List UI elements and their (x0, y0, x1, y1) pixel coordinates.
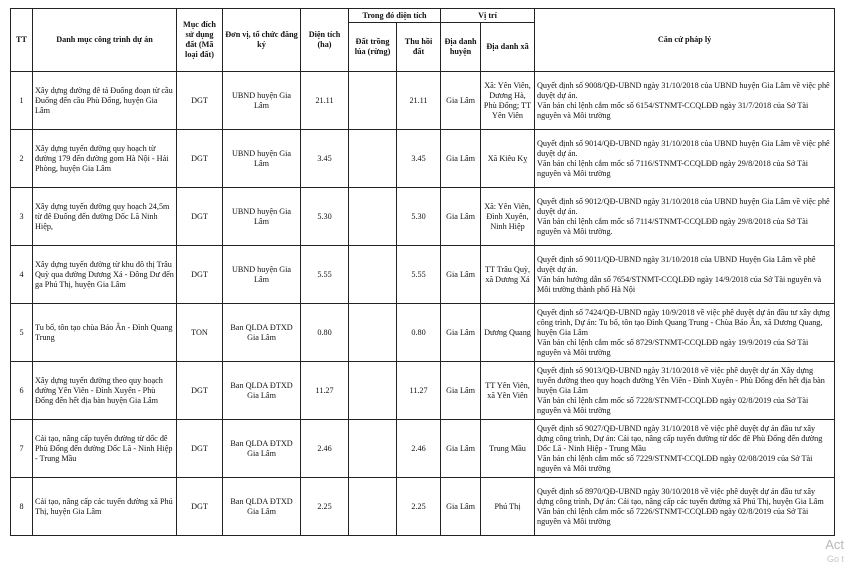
commune-name: TT Yên Viên, xã Yên Viên (481, 362, 535, 420)
recovered-land-value: 3.45 (397, 130, 441, 188)
recovered-land-value: 21.11 (397, 72, 441, 130)
legal-basis-line: Văn bản chỉ lệnh cắm mốc số 8729/STNMT-CCQLĐĐ ngày 19/9/2019 của Sở Tài nguyên và Môi trường (537, 337, 809, 357)
row-number: 8 (11, 478, 33, 536)
legal-basis (535, 478, 835, 536)
district-name: Gia Lâm (441, 362, 481, 420)
land-purpose: DGT (177, 72, 223, 130)
legal-basis-line: Văn bản hướng dẫn số 7654/STNMT-CCQLĐĐ ngày 14/9/2018 của Sở Tài nguyên và Môi trường thành phố Hà Nội (537, 274, 822, 294)
legal-basis-line: Văn bản chỉ lệnh cắm mốc số 7229/STNMT-CCQLĐĐ ngày 02/08/2019 của Sở Tài nguyên và Môi trường (537, 453, 813, 473)
project-name: Xây dựng đường đê tả Đuống đoạn từ cầu Đuống đến cầu Phù Đổng, huyện Gia Lâm (33, 72, 177, 130)
table-row (11, 188, 835, 246)
land-use-projects-table (10, 8, 835, 536)
row-number: 5 (11, 304, 33, 362)
recovered-land-value: 2.25 (397, 478, 441, 536)
legal-basis-line: Quyết định số 9014/QĐ-UBND ngày 31/10/2018 của UBND huyện Gia Lâm về việc phê duyệt dự án. (537, 138, 830, 158)
header-legal-basis: Căn cứ pháp lý (535, 9, 835, 72)
area-value: 5.55 (301, 246, 349, 304)
recovered-land-value: 2.46 (397, 420, 441, 478)
legal-basis-line: Văn bản chỉ lệnh cắm mốc số 7226/STNMT-CCQLĐĐ ngày 02/8/2019 của Sở Tài nguyên và Môi trường (537, 506, 809, 526)
district-name: Gia Lâm (441, 188, 481, 246)
project-name: Xây dựng tuyến đường quy hoạch 24,5m từ đê Đuống đến đường Dốc Lã Ninh Hiệp, (33, 188, 177, 246)
area-value: 2.46 (301, 420, 349, 478)
registering-unit: Ban QLDA ĐTXD Gia Lâm (223, 362, 301, 420)
district-name: Gia Lâm (441, 72, 481, 130)
rice-land-value (349, 72, 397, 130)
legal-basis-line: Quyết định số 8970/QĐ-UBND ngày 30/10/2018 về việc phê duyệt dự án đầu tư xây dựng công trình, Dự án: Cải tạo, nâng cấp các tuyến đường xã Phú Thị, huyện Gia Lâm (537, 486, 824, 506)
header-tt: TT (11, 9, 33, 72)
rice-land-value (349, 246, 397, 304)
land-purpose: DGT (177, 478, 223, 536)
row-number: 1 (11, 72, 33, 130)
district-name: Gia Lâm (441, 130, 481, 188)
district-name: Gia Lâm (441, 304, 481, 362)
commune-name: TT Trâu Quỳ, xã Dương Xá (481, 246, 535, 304)
legal-basis (535, 72, 835, 130)
commune-name: Xã: Yên Viên, Đình Xuyên, Ninh Hiệp (481, 188, 535, 246)
registering-unit: UBND huyện Gia Lâm (223, 246, 301, 304)
table-row (11, 420, 835, 478)
land-purpose: DGT (177, 188, 223, 246)
area-value: 21.11 (301, 72, 349, 130)
rice-land-value (349, 130, 397, 188)
land-purpose: DGT (177, 246, 223, 304)
header-registering-unit: Đơn vị, tổ chức đăng ký (223, 9, 301, 72)
area-value: 11.27 (301, 362, 349, 420)
area-value: 2.25 (301, 478, 349, 536)
legal-basis-line: Văn bản chỉ lệnh cắm mốc số 7228/STNMT-CCQLĐĐ ngày 02/8/2019 của Sở Tài nguyên và Môi trường (537, 395, 809, 415)
registering-unit: Ban QLDA ĐTXD Gia Lâm (223, 304, 301, 362)
row-number: 4 (11, 246, 33, 304)
district-name: Gia Lâm (441, 246, 481, 304)
legal-basis (535, 304, 835, 362)
legal-basis (535, 188, 835, 246)
project-name: Xây dựng tuyến đường từ khu đô thị Trâu Quỳ qua đường Dương Xá - Đông Dư đến ga Phú Thị, huyện Gia Lâm (33, 246, 177, 304)
legal-basis-line: Quyết định số 9011/QĐ-UBND ngày 31/10/2018 của UBND Huyện Gia Lâm về phê duyệt dự án. (537, 254, 816, 274)
commune-name: Phú Thị (481, 478, 535, 536)
area-value: 3.45 (301, 130, 349, 188)
rice-land-value (349, 362, 397, 420)
header-project-name: Danh mục công trình dự án (33, 9, 177, 72)
project-name: Cải tạo, nâng cấp tuyến đường từ dốc đê Phù Đổng đến đường Dốc Lã - Ninh Hiệp - Trung Mầu (33, 420, 177, 478)
legal-basis (535, 246, 835, 304)
header-rice-land: Đất trồng lúa (rừng) (349, 23, 397, 72)
project-name: Xây dựng tuyến đường theo quy hoạch đường Yên Viên - Đình Xuyên - Phù Đổng đến hết địa bàn huyện Gia Lâm (33, 362, 177, 420)
district-name: Gia Lâm (441, 420, 481, 478)
rice-land-value (349, 188, 397, 246)
recovered-land-value: 5.30 (397, 188, 441, 246)
header-land-purpose: Mục đích sử dụng đất (Mã loại đất) (177, 9, 223, 72)
registering-unit: UBND huyện Gia Lâm (223, 188, 301, 246)
legal-basis-line: Quyết định số 7424/QĐ-UBND ngày 10/9/2018 về việc phê duyệt dự án đầu tư xây dựng công trình, Dự án: Tu bổ, tôn tạo Đình Quang Trung - Chùa Báo Ân, xã Dương Quang, huyện Gia Lâm (537, 307, 830, 337)
row-number: 6 (11, 362, 33, 420)
district-name: Gia Lâm (441, 478, 481, 536)
recovered-land-value: 5.55 (397, 246, 441, 304)
table-row (11, 304, 835, 362)
legal-basis (535, 420, 835, 478)
table-row (11, 362, 835, 420)
legal-basis-line: Quyết định số 9013/QĐ-UBND ngày 31/10/2018 về việc phê duyệt dự án Xây dựng tuyến đường theo quy hoạch đường Yên Viên - Đình Xuyên - Phù Đổng đến hết địa bàn huyện Gia Lâm (537, 365, 825, 395)
recovered-land-value: 11.27 (397, 362, 441, 420)
project-name: Tu bổ, tôn tạo chùa Báo Ân - Đình Quang Trung (33, 304, 177, 362)
header-commune: Địa danh xã (481, 23, 535, 72)
legal-basis (535, 362, 835, 420)
header-recovered-land: Thu hồi đất (397, 23, 441, 72)
registering-unit: UBND huyện Gia Lâm (223, 72, 301, 130)
rice-land-value (349, 304, 397, 362)
land-purpose: DGT (177, 420, 223, 478)
area-value: 5.30 (301, 188, 349, 246)
row-number: 7 (11, 420, 33, 478)
commune-name: Dương Quang (481, 304, 535, 362)
land-purpose: DGT (177, 130, 223, 188)
document-page (10, 8, 834, 536)
header-area: Diện tích (ha) (301, 9, 349, 72)
registering-unit: UBND huyện Gia Lâm (223, 130, 301, 188)
table-row (11, 72, 835, 130)
header-in-area-group: Trong đó diện tích (349, 9, 441, 23)
rice-land-value (349, 420, 397, 478)
legal-basis-line: Quyết định số 9027/QĐ-UBND ngày 31/10/2018 về việc phê duyệt dự án đầu tư xây dựng công trình, Dự án: Cải tạo, nâng cấp tuyến đường từ dốc đê Phù Đổng đến đường Dốc Lã - Ninh Hiệp - Trung Mầu (537, 423, 823, 453)
recovered-land-value: 0.80 (397, 304, 441, 362)
project-name: Cải tạo, nâng cấp các tuyến đường xã Phú Thị, huyện Gia Lâm (33, 478, 177, 536)
area-value: 0.80 (301, 304, 349, 362)
row-number: 2 (11, 130, 33, 188)
table-row (11, 478, 835, 536)
land-purpose: DGT (177, 362, 223, 420)
registering-unit: Ban QLDA ĐTXD Gia Lâm (223, 420, 301, 478)
activation-watermark: Act (825, 537, 844, 552)
rice-land-value (349, 478, 397, 536)
registering-unit: Ban QLDA ĐTXD Gia Lâm (223, 478, 301, 536)
commune-name: Trung Mầu (481, 420, 535, 478)
header-district: Địa danh huyện (441, 23, 481, 72)
table-row (11, 246, 835, 304)
commune-name: Xã Kiêu Kỵ (481, 130, 535, 188)
legal-basis-line: Văn bản chỉ lệnh cắm mốc số 7114/STNMT-CCQLĐĐ ngày 29/8/2018 của Sở Tài nguyên và Môi trường. (537, 216, 809, 236)
legal-basis (535, 130, 835, 188)
legal-basis-line: Văn bản chỉ lệnh cắm mốc số 6154/STNMT-CCQLĐĐ ngày 31/7/2018 của Sở Tài nguyên và Môi trường (537, 100, 809, 120)
land-purpose: TON (177, 304, 223, 362)
header-location-group: Vị trí (441, 9, 535, 23)
project-name: Xây dựng tuyến đường quy hoạch từ đường 179 đến đường gom Hà Nội - Hải Phòng, huyện Gia Lâm (33, 130, 177, 188)
legal-basis-line: Văn bản chỉ lệnh cắm mốc số 7116/STNMT-CCQLĐĐ ngày 29/8/2018 của Sở Tài nguyên và Môi trường (537, 158, 809, 178)
row-number: 3 (11, 188, 33, 246)
activation-watermark-subtext: Go t (826, 554, 844, 564)
legal-basis-line: Quyết định số 9008/QĐ-UBND ngày 31/10/2018 của UBND huyện Gia Lâm về việc phê duyệt dự án. (537, 80, 830, 100)
table-row (11, 130, 835, 188)
commune-name: Xã: Yên Viên, Dương Hà, Phù Đổng; TT Yên Viên (481, 72, 535, 130)
legal-basis-line: Quyết định số 9012/QĐ-UBND ngày 31/10/2018 của UBND huyện Gia Lâm về việc phê duyệt dự án. (537, 196, 830, 216)
